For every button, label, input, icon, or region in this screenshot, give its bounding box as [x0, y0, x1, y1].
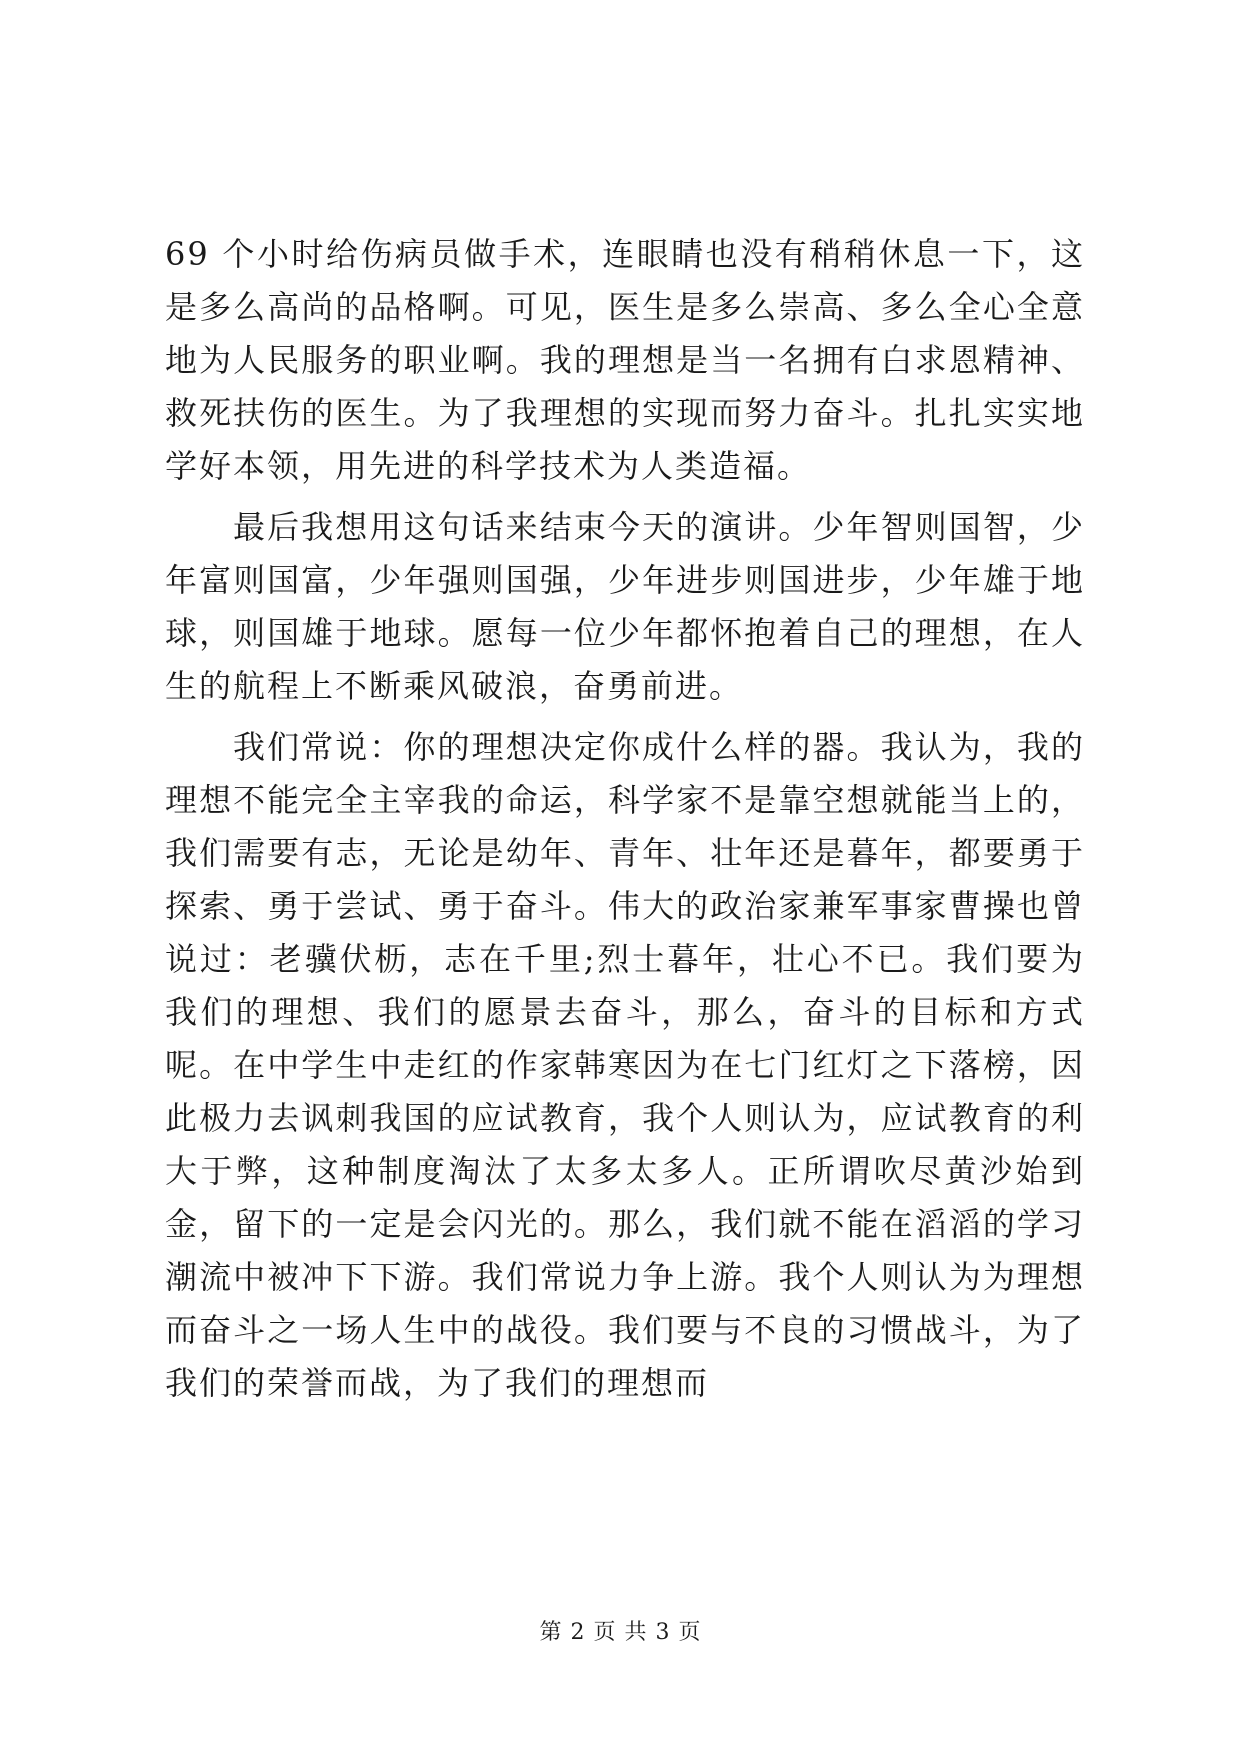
paragraph-1: 69 个小时给伤病员做手术，连眼睛也没有稍稍休息一下，这是多么高尚的品格啊。可见，医生是多么崇高、多么全心全意地为人民服务的职业啊。我的理想是当一名拥有白求恩精神、救死扶伤的医生。为了我理想的实现而努力奋斗。扎扎实实地学好本领，用先进的科学技术为人类造福。 [165, 235, 1085, 485]
paragraph-2: 最后我想用这句话来结束今天的演讲。少年智则国智，少年富则国富，少年强则国强，少年进步则国进步，少年雄于地球，则国雄于地球。愿每一位少年都怀抱着自己的理想，在人生的航程上不断乘风破浪，奋勇前进。 [165, 508, 1085, 705]
paragraph-3: 我们常说：你的理想决定你成什么样的器。我认为，我的理想不能完全主宰我的命运，科学家不是靠空想就能当上的，我们需要有志，无论是幼年、青年、壮年还是暮年，都要勇于探索、勇于尝试、勇于奋斗。伟大的政治家兼军事家曹操也曾说过：老骥伏枥，志在千里;烈士暮年，壮心不已。我们要为我们的理想、我们的愿景去奋斗，那么，奋斗的目标和方式呢。在中学生中走红的作家韩寒因为在七门红灯之下落榜，因此极力去讽刺我国的应试教育，我个人则认为，应试教育的利大于弊，这种制度淘汰了太多太多人。正所谓吹尽黄沙始到金，留下的一定是会闪光的。那么，我们就不能在滔滔的学习潮流中被冲下下游。我们常说力争上游。我个人则认为为理想而奋斗之一场人生中的战役。我们要与不良的习惯战斗，为了我们的荣誉而战，为了我们的理想而 [165, 728, 1085, 1402]
page-number-footer: 第 2 页 共 3 页 [539, 1620, 702, 1645]
body-text [165, 228, 1085, 1410]
